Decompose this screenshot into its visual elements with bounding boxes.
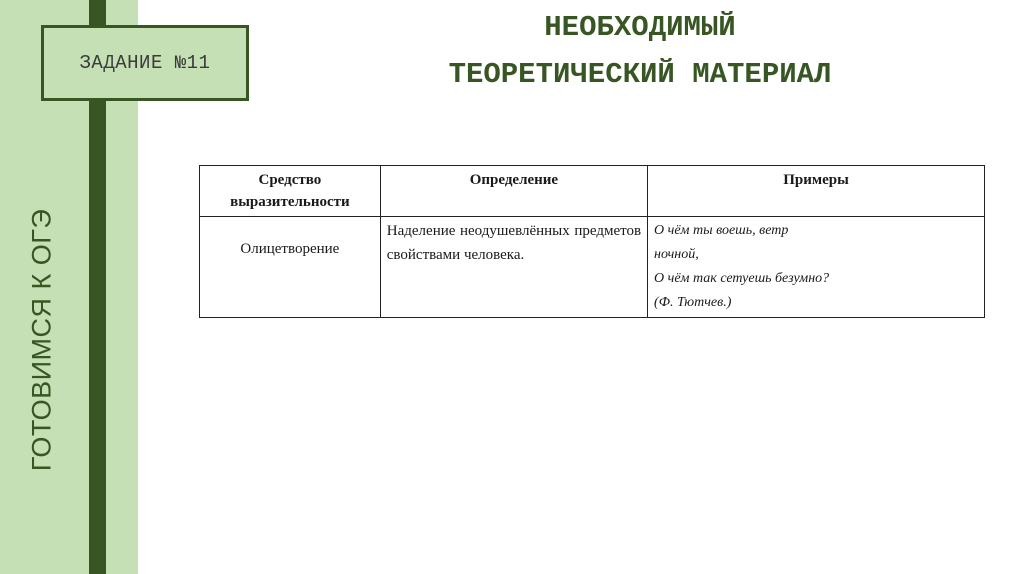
header-device: Средство выразительности <box>200 166 381 217</box>
page-title-line-1: НЕОБХОДИМЫЙ <box>544 11 736 44</box>
task-badge <box>41 25 249 101</box>
cell-definition: Наделение неодушевлённых предметов свойствами человека. <box>380 217 647 318</box>
header-examples: Примеры <box>648 166 985 217</box>
cell-term: Олицетворение <box>200 217 381 318</box>
task-badge-label: ЗАДАНИЕ №11 <box>79 52 211 74</box>
example-line: (Ф. Тютчев.) <box>654 295 732 310</box>
cell-example <box>648 217 985 318</box>
page-title <box>330 4 950 98</box>
table-row <box>200 217 985 318</box>
example-line: О чём так сетуешь безумно? <box>654 271 830 286</box>
table-header-row <box>200 166 985 217</box>
example-line: ночной, <box>654 247 699 262</box>
vertical-title-text: ГОТОВИМСЯ К ОГЭ <box>26 208 57 472</box>
definition-table <box>199 165 985 318</box>
header-definition: Определение <box>380 166 647 217</box>
example-line: О чём ты воешь, ветр <box>654 223 789 238</box>
page-title-line-2: ТЕОРЕТИЧЕСКИЙ МАТЕРИАЛ <box>448 58 832 91</box>
